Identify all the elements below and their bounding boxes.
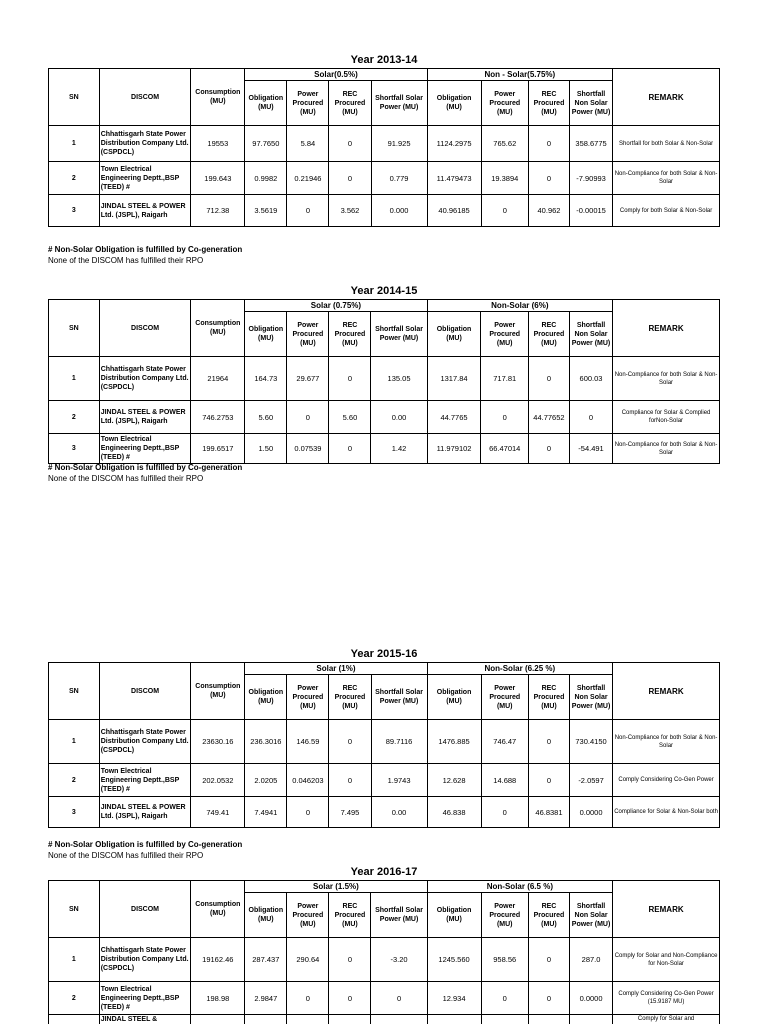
cell-nonsolar-power: 717.81 bbox=[481, 357, 528, 401]
cell-nonsolar-obligation: 1476.885 bbox=[427, 720, 481, 764]
cell-nonsolar-power: 746.47 bbox=[481, 720, 528, 764]
header-remark: REMARK bbox=[613, 881, 720, 938]
cell-discom: Town Electrical Engineering Deptt.,BSP (TEED) # bbox=[99, 764, 191, 797]
cell-nonsolar-rec: 0 bbox=[529, 162, 570, 195]
header-shortfall-nonsolar: Shortfall Non Solar Power (MU) bbox=[569, 675, 612, 720]
cell-discom: Chhattisgarh State Power Distribution Company Ltd. (CSPDCL) bbox=[99, 720, 191, 764]
cell-consumption: 19553 bbox=[191, 126, 245, 162]
cell-nonsolar-power: 765.62 bbox=[481, 126, 528, 162]
header-nonsolar-group: Non-Solar (6.25 %) bbox=[427, 663, 613, 675]
header-sn: SN bbox=[49, 300, 100, 357]
cell-nonsolar-shortfall: 600.03 bbox=[569, 357, 612, 401]
cell-nonsolar-shortfall bbox=[569, 1015, 612, 1024]
rpo-table bbox=[48, 68, 720, 227]
table-row bbox=[49, 982, 720, 1015]
header-solar-power-procured: Power Procured (MU) bbox=[287, 81, 329, 126]
header-sn: SN bbox=[49, 663, 100, 720]
header-discom: DISCOM bbox=[99, 881, 191, 938]
table-row bbox=[49, 357, 720, 401]
header-nonsolar-power-procured: Power Procured (MU) bbox=[481, 675, 528, 720]
cell-solar-rec: 0 bbox=[329, 982, 371, 1015]
header-nonsolar-rec-procured: REC Procured (MU) bbox=[528, 312, 569, 357]
header-nonsolar-obligation: Obligation (MU) bbox=[427, 312, 481, 357]
header-shortfall-nonsolar: Shortfall Non Solar Power (MU) bbox=[569, 893, 612, 938]
header-consumption: Consumption (MU) bbox=[191, 663, 245, 720]
header-remark: REMARK bbox=[613, 663, 720, 720]
cell-solar-power: 0.21946 bbox=[287, 162, 329, 195]
cell-nonsolar-rec: 0 bbox=[528, 434, 569, 464]
cell-solar-rec: 0 bbox=[329, 434, 371, 464]
cell-discom: Town Electrical Engineering Deptt.,BSP (TEED) # bbox=[99, 982, 191, 1015]
header-remark: REMARK bbox=[613, 69, 720, 126]
table-row bbox=[49, 1015, 720, 1024]
cell-solar-obligation: 5.60 bbox=[245, 401, 287, 434]
cell-solar-rec: 0 bbox=[329, 162, 371, 195]
cell-solar-power bbox=[287, 1015, 329, 1024]
cell-solar-power: 0.046203 bbox=[287, 764, 329, 797]
cell-nonsolar-rec: 0 bbox=[528, 938, 569, 982]
year-section-2016-17 bbox=[48, 864, 720, 1024]
cell-nonsolar-obligation: 44.7765 bbox=[427, 401, 481, 434]
cell-discom: Chhattisgarh State Power Distribution Company Ltd. (CSPDCL) bbox=[99, 126, 191, 162]
cell-solar-shortfall: 1.9743 bbox=[371, 764, 427, 797]
rpo-table bbox=[48, 662, 720, 828]
cell-solar-obligation: 287.437 bbox=[245, 938, 287, 982]
cell-solar-power: 0.07539 bbox=[287, 434, 329, 464]
cell-solar-rec: 0 bbox=[329, 938, 371, 982]
header-nonsolar-power-procured: Power Procured (MU) bbox=[481, 81, 528, 126]
cell-solar-shortfall: 0.779 bbox=[371, 162, 427, 195]
table-row bbox=[49, 162, 720, 195]
cell-consumption: 198.98 bbox=[191, 982, 245, 1015]
cell-sn: 1 bbox=[49, 720, 100, 764]
cell-nonsolar-obligation: 40.96185 bbox=[427, 195, 481, 227]
cell-nonsolar-obligation: 12.934 bbox=[427, 982, 481, 1015]
header-nonsolar-obligation: Obligation (MU) bbox=[427, 81, 481, 126]
cell-nonsolar-power: 14.688 bbox=[481, 764, 528, 797]
cell-consumption: 23630.16 bbox=[191, 720, 245, 764]
year-title: Year 2015-16 bbox=[350, 648, 418, 660]
cell-nonsolar-obligation bbox=[427, 1015, 481, 1024]
header-nonsolar-obligation: Obligation (MU) bbox=[427, 893, 481, 938]
cell-solar-shortfall bbox=[371, 1015, 427, 1024]
cell-consumption: 712.38 bbox=[191, 195, 245, 227]
cell-nonsolar-power: 0 bbox=[481, 797, 528, 828]
header-sn: SN bbox=[49, 881, 100, 938]
cell-solar-shortfall: 89.7116 bbox=[371, 720, 427, 764]
rpo-note: None of the DISCOM has fulfilled their RPO bbox=[48, 256, 204, 265]
table-row bbox=[49, 720, 720, 764]
header-consumption: Consumption (MU) bbox=[191, 300, 245, 357]
cell-discom: JINDAL STEEL & POWER Ltd. (JSPL), Raigarh bbox=[99, 195, 191, 227]
cell-solar-power: 5.84 bbox=[287, 126, 329, 162]
cell-nonsolar-power: 958.56 bbox=[481, 938, 528, 982]
cell-sn bbox=[49, 1015, 100, 1024]
cell-solar-rec: 0 bbox=[329, 126, 371, 162]
cell-discom: Town Electrical Engineering Deptt.,BSP (TEED) # bbox=[99, 434, 191, 464]
cell-remark: Non-Compliance for both Solar & Non-Solar bbox=[613, 720, 720, 764]
cell-nonsolar-shortfall: 0.0000 bbox=[569, 797, 612, 828]
year-section-2014-15 bbox=[48, 283, 720, 464]
table-row bbox=[49, 764, 720, 797]
rpo-table bbox=[48, 299, 720, 464]
footnote-block bbox=[48, 462, 242, 484]
cell-nonsolar-rec bbox=[528, 1015, 569, 1024]
cogeneration-note: # Non-Solar Obligation is fulfilled by Co-generation bbox=[48, 245, 243, 254]
cell-solar-obligation: 97.7650 bbox=[245, 126, 287, 162]
cell-remark: Non-Compliance for both Solar & Non-Solar bbox=[613, 162, 720, 195]
cell-nonsolar-obligation: 1245.560 bbox=[427, 938, 481, 982]
rpo-note: None of the DISCOM has fulfilled their RPO bbox=[48, 474, 204, 483]
cell-discom: JINDAL STEEL & POWER Ltd. (JSPL), Raigarh bbox=[99, 797, 191, 828]
header-solar-group: Solar (1%) bbox=[245, 663, 427, 675]
cell-solar-rec: 0 bbox=[329, 357, 371, 401]
cell-sn: 3 bbox=[49, 797, 100, 828]
cell-solar-shortfall: 0.000 bbox=[371, 195, 427, 227]
cell-nonsolar-shortfall: -7.90993 bbox=[569, 162, 612, 195]
header-shortfall-solar: Shortfall Solar Power (MU) bbox=[371, 893, 427, 938]
year-title: Year 2014-15 bbox=[350, 285, 418, 297]
cell-sn: 1 bbox=[49, 938, 100, 982]
cell-discom: Chhattisgarh State Power Distribution Company Ltd. (CSPDCL) bbox=[99, 938, 191, 982]
cell-solar-shortfall: -3.20 bbox=[371, 938, 427, 982]
cell-sn: 2 bbox=[49, 162, 100, 195]
table-row bbox=[49, 797, 720, 828]
footnote-block bbox=[48, 839, 242, 861]
cell-sn: 1 bbox=[49, 126, 100, 162]
table-row bbox=[49, 434, 720, 464]
cell-solar-obligation: 236.3016 bbox=[245, 720, 287, 764]
cell-sn: 2 bbox=[49, 982, 100, 1015]
year-section-2015-16 bbox=[48, 646, 720, 828]
cell-consumption bbox=[191, 1015, 245, 1024]
cell-consumption: 749.41 bbox=[191, 797, 245, 828]
cogeneration-note: # Non-Solar Obligation is fulfilled by Co-generation bbox=[48, 463, 243, 472]
cell-nonsolar-rec: 0 bbox=[528, 982, 569, 1015]
header-sn: SN bbox=[49, 69, 100, 126]
cell-nonsolar-shortfall: -0.00015 bbox=[569, 195, 612, 227]
cell-nonsolar-obligation: 46.838 bbox=[427, 797, 481, 828]
cell-remark: Non-Compliance for both Solar & Non-Solar bbox=[613, 434, 720, 464]
header-shortfall-nonsolar: Shortfall Non Solar Power (MU) bbox=[569, 312, 612, 357]
cell-solar-obligation: 2.9847 bbox=[245, 982, 287, 1015]
header-nonsolar-power-procured: Power Procured (MU) bbox=[481, 312, 528, 357]
header-nonsolar-group: Non-Solar (6.5 %) bbox=[427, 881, 613, 893]
cell-remark: Comply for Solar and Non-Compliance for Non-Solar bbox=[613, 938, 720, 982]
year-section-2013-14 bbox=[48, 52, 720, 227]
header-shortfall-solar: Shortfall Solar Power (MU) bbox=[371, 675, 427, 720]
header-solar-power-procured: Power Procured (MU) bbox=[287, 893, 329, 938]
cell-nonsolar-shortfall: 358.6775 bbox=[569, 126, 612, 162]
cell-solar-power: 0 bbox=[287, 797, 329, 828]
cell-solar-power: 29.677 bbox=[287, 357, 329, 401]
cell-solar-shortfall: 0.00 bbox=[371, 797, 427, 828]
cell-remark: Shortfall for both Solar & Non-Solar bbox=[613, 126, 720, 162]
cell-nonsolar-rec: 0 bbox=[528, 764, 569, 797]
cell-remark: Comply for Solar and bbox=[613, 1015, 720, 1024]
header-shortfall-solar: Shortfall Solar Power (MU) bbox=[371, 81, 427, 126]
cell-nonsolar-shortfall: 0.0000 bbox=[569, 982, 612, 1015]
cell-nonsolar-rec: 0 bbox=[528, 357, 569, 401]
year-title: Year 2013-14 bbox=[350, 54, 418, 66]
cell-nonsolar-shortfall: 730.4150 bbox=[569, 720, 612, 764]
cell-remark: Comply Considering Co-Gen Power bbox=[613, 764, 720, 797]
cell-solar-obligation: 2.0205 bbox=[245, 764, 287, 797]
cogeneration-note: # Non-Solar Obligation is fulfilled by Co-generation bbox=[48, 840, 243, 849]
cell-solar-obligation: 164.73 bbox=[245, 357, 287, 401]
cell-solar-obligation: 7.4941 bbox=[245, 797, 287, 828]
cell-sn: 2 bbox=[49, 401, 100, 434]
table-row bbox=[49, 401, 720, 434]
cell-consumption: 202.0532 bbox=[191, 764, 245, 797]
cell-nonsolar-shortfall: 0 bbox=[569, 401, 612, 434]
header-nonsolar-obligation: Obligation (MU) bbox=[427, 675, 481, 720]
cell-nonsolar-rec: 0 bbox=[528, 720, 569, 764]
cell-solar-shortfall: 1.42 bbox=[371, 434, 427, 464]
header-discom: DISCOM bbox=[99, 69, 191, 126]
cell-nonsolar-power bbox=[481, 1015, 528, 1024]
header-nonsolar-group: Non - Solar(5.75%) bbox=[427, 69, 613, 81]
cell-remark: Compliance for Solar & Complied forNon-Solar bbox=[613, 401, 720, 434]
cell-remark: Comply Considering Co-Gen Power (15.9187 MU) bbox=[613, 982, 720, 1015]
cell-nonsolar-obligation: 12.628 bbox=[427, 764, 481, 797]
cell-solar-shortfall: 0 bbox=[371, 982, 427, 1015]
header-nonsolar-rec-procured: REC Procured (MU) bbox=[529, 81, 570, 126]
header-solar-group: Solar (1.5%) bbox=[245, 881, 427, 893]
cell-nonsolar-rec: 46.8381 bbox=[528, 797, 569, 828]
header-nonsolar-rec-procured: REC Procured (MU) bbox=[528, 893, 569, 938]
cell-consumption: 19162.46 bbox=[191, 938, 245, 982]
table-row bbox=[49, 195, 720, 227]
header-solar-obligation: Obligation (MU) bbox=[245, 893, 287, 938]
cell-solar-rec: 0 bbox=[329, 720, 371, 764]
header-solar-group: Solar (0.75%) bbox=[245, 300, 427, 312]
cell-solar-shortfall: 135.05 bbox=[371, 357, 427, 401]
cell-nonsolar-obligation: 1317.84 bbox=[427, 357, 481, 401]
cell-discom: Chhattisgarh State Power Distribution Company Ltd. (CSPDCL) bbox=[99, 357, 191, 401]
cell-solar-shortfall: 0.00 bbox=[371, 401, 427, 434]
cell-discom: JINDAL STEEL & bbox=[99, 1015, 191, 1024]
header-solar-rec-procured: REC Procured (MU) bbox=[329, 312, 371, 357]
cell-nonsolar-rec: 40.962 bbox=[529, 195, 570, 227]
header-shortfall-nonsolar: Shortfall Non Solar Power (MU) bbox=[569, 81, 612, 126]
header-nonsolar-power-procured: Power Procured (MU) bbox=[481, 893, 528, 938]
header-nonsolar-rec-procured: REC Procured (MU) bbox=[528, 675, 569, 720]
cell-remark: Compliance for Solar & Non-Solar both bbox=[613, 797, 720, 828]
cell-nonsolar-rec: 44.77652 bbox=[528, 401, 569, 434]
cell-nonsolar-shortfall: -54.491 bbox=[569, 434, 612, 464]
header-consumption: Consumption (MU) bbox=[191, 881, 245, 938]
cell-sn: 3 bbox=[49, 195, 100, 227]
header-consumption: Consumption (MU) bbox=[191, 69, 245, 126]
header-solar-rec-procured: REC Procured (MU) bbox=[329, 675, 371, 720]
cell-consumption: 199.643 bbox=[191, 162, 245, 195]
cell-solar-rec: 5.60 bbox=[329, 401, 371, 434]
cell-solar-power: 0 bbox=[287, 401, 329, 434]
rpo-note: None of the DISCOM has fulfilled their RPO bbox=[48, 851, 204, 860]
year-title: Year 2016-17 bbox=[350, 866, 418, 878]
cell-solar-obligation bbox=[245, 1015, 287, 1024]
cell-solar-rec: 7.495 bbox=[329, 797, 371, 828]
header-discom: DISCOM bbox=[99, 300, 191, 357]
cell-nonsolar-power: 0 bbox=[481, 401, 528, 434]
footnote-block bbox=[48, 244, 242, 266]
cell-nonsolar-power: 0 bbox=[481, 195, 528, 227]
cell-solar-power: 146.59 bbox=[287, 720, 329, 764]
cell-nonsolar-obligation: 11.479473 bbox=[427, 162, 481, 195]
header-discom: DISCOM bbox=[99, 663, 191, 720]
header-solar-power-procured: Power Procured (MU) bbox=[287, 312, 329, 357]
header-solar-rec-procured: REC Procured (MU) bbox=[329, 81, 371, 126]
header-solar-power-procured: Power Procured (MU) bbox=[287, 675, 329, 720]
cell-solar-power: 290.64 bbox=[287, 938, 329, 982]
cell-discom: JINDAL STEEL & POWER Ltd. (JSPL), Raigarh bbox=[99, 401, 191, 434]
cell-solar-rec: 3.562 bbox=[329, 195, 371, 227]
header-remark: REMARK bbox=[613, 300, 720, 357]
cell-nonsolar-power: 19.3894 bbox=[481, 162, 528, 195]
cell-solar-shortfall: 91.925 bbox=[371, 126, 427, 162]
cell-consumption: 746.2753 bbox=[191, 401, 245, 434]
cell-solar-power: 0 bbox=[287, 982, 329, 1015]
cell-sn: 3 bbox=[49, 434, 100, 464]
rpo-table bbox=[48, 880, 720, 1024]
cell-nonsolar-rec: 0 bbox=[529, 126, 570, 162]
cell-remark: Comply for both Solar & Non-Solar bbox=[613, 195, 720, 227]
cell-nonsolar-obligation: 1124.2975 bbox=[427, 126, 481, 162]
cell-solar-rec bbox=[329, 1015, 371, 1024]
table-row bbox=[49, 938, 720, 982]
cell-nonsolar-shortfall: 287.0 bbox=[569, 938, 612, 982]
header-solar-obligation: Obligation (MU) bbox=[245, 675, 287, 720]
header-solar-rec-procured: REC Procured (MU) bbox=[329, 893, 371, 938]
cell-nonsolar-power: 0 bbox=[481, 982, 528, 1015]
cell-solar-power: 0 bbox=[287, 195, 329, 227]
cell-solar-obligation: 1.50 bbox=[245, 434, 287, 464]
header-solar-group: Solar(0.5%) bbox=[245, 69, 427, 81]
cell-sn: 1 bbox=[49, 357, 100, 401]
header-shortfall-solar: Shortfall Solar Power (MU) bbox=[371, 312, 427, 357]
table-row bbox=[49, 126, 720, 162]
cell-nonsolar-obligation: 11.979102 bbox=[427, 434, 481, 464]
cell-consumption: 199.6517 bbox=[191, 434, 245, 464]
cell-solar-rec: 0 bbox=[329, 764, 371, 797]
cell-solar-obligation: 0.9982 bbox=[245, 162, 287, 195]
cell-remark: Non-Compliance for both Solar & Non-Solar bbox=[613, 357, 720, 401]
cell-nonsolar-shortfall: -2.0597 bbox=[569, 764, 612, 797]
header-solar-obligation: Obligation (MU) bbox=[245, 81, 287, 126]
cell-solar-obligation: 3.5619 bbox=[245, 195, 287, 227]
cell-sn: 2 bbox=[49, 764, 100, 797]
cell-nonsolar-power: 66.47014 bbox=[481, 434, 528, 464]
header-nonsolar-group: Non-Solar (6%) bbox=[427, 300, 613, 312]
header-solar-obligation: Obligation (MU) bbox=[245, 312, 287, 357]
cell-discom: Town Electrical Engineering Deptt.,BSP (TEED) # bbox=[99, 162, 191, 195]
cell-consumption: 21964 bbox=[191, 357, 245, 401]
